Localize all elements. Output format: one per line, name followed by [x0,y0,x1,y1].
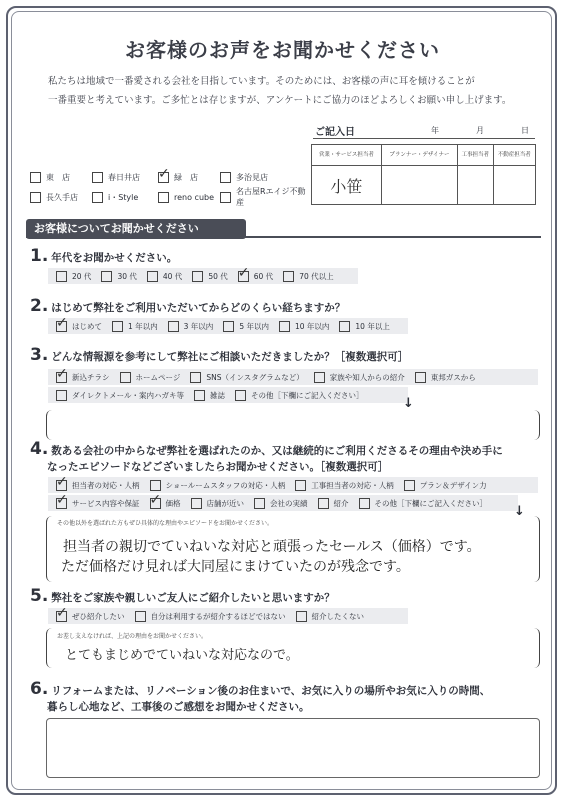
checkbox[interactable] [56,271,67,282]
checkbox[interactable] [30,192,41,203]
store-option[interactable] [158,170,198,184]
staff-table [311,144,536,205]
arrow-down-icon: ↓ [403,396,414,411]
option-label: サービス内容や保証 [72,498,140,508]
option-label: 会社の実績 [270,498,308,508]
q6-text-1: リフォームまたは、リノベーション後のお住まいで、お気に入りの場所やお気に入りの時間、 [51,685,491,697]
entry-date-day: 日 [521,126,529,135]
q1-number: 1. [30,246,49,266]
checkbox[interactable] [404,480,415,491]
option-label: 新込チラシ [72,372,110,382]
staff-header-sales: 営業・サービス担当者 [312,145,382,166]
q2-option[interactable] [223,321,269,332]
store-label: i・Style [108,192,139,202]
checkbox[interactable] [190,372,201,383]
checkbox[interactable] [150,498,161,509]
q1-options [48,268,358,284]
q5-option[interactable] [135,611,286,622]
checkbox[interactable] [56,321,67,332]
q5-note: お差し支えなければ、上記の理由をお聞かせください。 [57,633,208,640]
option-label: 3 年以内 [183,321,214,331]
q1-option[interactable] [147,271,182,282]
checkbox[interactable] [235,390,246,401]
store-label: 東 店 [46,172,70,182]
checkbox[interactable] [296,611,307,622]
q4-answer-line-1: 担当者の親切でていねいな対応と頑張ったセールス（価格）です。 [63,539,481,555]
checkbox[interactable] [192,271,203,282]
q6-number: 6. [30,679,49,699]
checkbox[interactable] [223,321,234,332]
checkbox[interactable] [158,172,169,183]
option-label: 50 代 [208,271,228,281]
option-label: 紹介 [333,498,349,508]
q1-option[interactable] [238,271,273,282]
q3-heading [30,345,408,365]
option-label: ショールームスタッフの対応・人柄 [165,480,286,490]
q5-free-text[interactable] [46,628,540,668]
checkbox[interactable] [92,192,103,203]
q4-note: その他以外を選ばれた方もぜひ具体的な理由やエピソードをお聞かせください。 [57,520,274,527]
q4-option[interactable] [150,498,181,509]
checkbox[interactable] [56,498,67,509]
checkbox[interactable] [150,480,161,491]
checkbox[interactable] [92,172,103,183]
entry-date-label: ご記入日 [315,127,355,138]
option-label: 自分は利用するが紹介するほどではない [150,611,286,621]
q1-option[interactable] [192,271,227,282]
option-label: SNS（インスタグラムなど） [206,372,304,382]
intro-text [48,72,528,110]
q4-free-text[interactable] [46,516,540,582]
checkbox[interactable] [191,498,202,509]
checkbox[interactable] [295,480,306,491]
intro-line-1: 私たちは地域で一番愛される会社を目指しています。そのためには、お客様の声に耳を傾けることが [48,76,475,87]
q1-option[interactable] [283,271,333,282]
q4-option[interactable] [56,498,140,509]
q3-option[interactable] [56,390,184,401]
option-label: 1 年以内 [128,321,158,331]
store-option[interactable] [220,170,268,184]
option-label: ぜひ紹介したい [72,611,125,621]
checkbox[interactable] [101,271,112,282]
q4-option[interactable] [295,480,394,491]
q3-option[interactable] [415,372,476,383]
checkbox[interactable] [135,611,146,622]
checkbox[interactable] [415,372,426,383]
checkbox[interactable] [56,611,67,622]
option-label: 10 年以内 [294,321,330,331]
staff-planner-value[interactable] [381,166,457,205]
q5-text: 弊社をご家族や親しいご友人にご紹介したいと思いますか？ [51,592,335,604]
option-label: プラン＆デザイン力 [419,480,487,490]
page-title: お客様のお声をお聞かせください [125,38,440,62]
checkbox[interactable] [56,372,67,383]
staff-construction-value[interactable] [458,166,494,205]
q4-option[interactable] [56,480,140,491]
option-label: 40 代 [162,271,183,281]
checkbox[interactable] [238,271,249,282]
option-label: 価格 [165,498,181,508]
option-label: ホームページ [135,372,181,382]
q3-options-row1 [48,369,538,385]
checkbox[interactable] [168,321,179,332]
q6-free-text[interactable] [46,718,540,778]
option-label: 20 代 [72,271,92,281]
checkbox[interactable] [220,172,231,183]
q4-option[interactable] [254,498,308,509]
q4-option[interactable] [191,498,245,509]
option-label: 雑誌 [209,390,225,400]
q2-option[interactable] [279,321,329,332]
store-option[interactable] [158,190,214,204]
section-title: お客様についてお聞かせください [26,219,246,239]
section-divider [26,236,541,238]
staff-header-realestate: 不動産担当者 [493,145,535,166]
checkbox[interactable] [279,321,290,332]
checkbox[interactable] [283,271,294,282]
q4-option[interactable] [150,480,286,491]
checkbox[interactable] [30,172,41,183]
staff-header-construction: 工事担当者 [458,145,494,166]
q2-text: はじめて弊社をご利用いただいてからどのくらい経ちますか？ [51,302,346,314]
staff-realestate-value[interactable] [493,166,535,205]
store-option[interactable] [30,170,70,184]
entry-date-row[interactable] [313,121,535,139]
option-label: 10 年以上 [355,321,390,331]
checkbox[interactable] [314,372,325,383]
q5-number: 5. [30,586,49,606]
q3-option[interactable] [120,372,181,383]
option-label: 30 代 [117,271,137,281]
option-label: 担当者の対応・人柄 [72,480,140,490]
staff-header-planner: プランナー・デザイナー [381,145,457,166]
q2-options [48,318,408,334]
q4-text-1: 数ある会社の中からなぜ弊社を選ばれたのか、又は継続的にご利用くださるその理由や決め手に [51,445,503,457]
intro-line-2: 一番重要と考えています。ご多忙とは存じますが、アンケートにご協力のほどよろしくお願い申し上げます。 [48,95,512,106]
checkbox[interactable] [339,321,350,332]
q5-answer: とてもまじめでていねいな対応なので。 [65,648,299,663]
checkbox[interactable] [147,271,158,282]
q4-option[interactable] [359,498,488,509]
entry-date-year: 年 [431,126,439,135]
q2-option[interactable] [339,321,389,332]
q3-option[interactable] [190,372,303,383]
arrow-down-icon: ↓ [514,504,525,519]
store-label: reno cube [174,192,215,202]
q5-option[interactable] [296,611,365,622]
q3-text: どんな情報源を参考にして弊社にご相談いただきましたか？［複数選択可］ [51,351,409,363]
option-label: はじめて [72,321,102,331]
checkbox[interactable] [56,480,67,491]
entry-date-month: 月 [476,126,484,135]
option-label: 紹介したくない [311,611,364,621]
checkbox[interactable] [120,372,131,383]
option-label: 東邦ガスから [430,372,476,382]
q4-options-row1 [48,477,538,493]
option-label: その他［下欄にご記入ください］ [250,390,364,400]
q4-option[interactable] [404,480,487,491]
checkbox[interactable] [318,498,329,509]
checkbox[interactable] [220,192,231,203]
q4-heading [30,441,503,475]
q3-free-text[interactable] [46,410,540,440]
q2-heading [30,296,345,316]
q5-option[interactable] [56,611,125,622]
store-label: 緑 店 [174,172,198,182]
entry-date-underline [313,138,535,139]
q4-options-row2 [48,495,518,511]
q3-option[interactable] [56,372,110,383]
q2-option[interactable] [168,321,214,332]
store-label: 名古屋Rエイジ不動産 [236,187,306,207]
option-label: その他［下欄にご記入ください］ [374,498,487,508]
q1-text: 年代をお聞かせください。 [51,252,178,264]
option-label: 5 年以内 [239,321,269,331]
q1-option[interactable] [56,271,91,282]
q2-option[interactable] [112,321,158,332]
q3-option[interactable] [194,390,225,401]
q3-option[interactable] [314,372,405,383]
store-option[interactable] [30,190,78,204]
q3-number: 3. [30,345,49,365]
store-option[interactable] [220,187,310,207]
store-label: 春日井店 [108,172,140,182]
store-checkboxes [30,170,310,206]
q2-number: 2. [30,296,49,316]
checkbox[interactable] [254,498,265,509]
q4-answer-line-2: ただ価格だけ見れば大同屋にまけていたのが残念です。 [61,559,410,575]
store-label: 多治見店 [236,172,268,182]
option-label: ダイレクトメール・案内ハガキ等 [72,390,184,400]
store-label: 長久手店 [46,192,78,202]
checkbox[interactable] [112,321,123,332]
option-label: 60 代 [253,271,274,281]
option-label: 工事担当者の対応・人柄 [311,480,394,490]
checkbox[interactable] [158,192,169,203]
store-option[interactable] [92,190,138,204]
staff-sales-value[interactable]: 小笹 [312,166,382,205]
q5-options [48,608,408,624]
q3-options-row2 [48,387,408,403]
q4-number: 4. [30,439,49,459]
option-label: 70 代以上 [299,271,334,281]
q2-option[interactable] [56,321,102,332]
q6-text-2: 暮らし心地など、工事後のご感想をお聞かせください。 [47,701,310,713]
checkbox[interactable] [56,390,67,401]
q4-text-2: なったエピソードなどございましたらお聞かせください。［複数選択可］ [47,461,389,473]
q4-option[interactable] [318,498,349,509]
store-option[interactable] [92,170,140,184]
q1-option[interactable] [101,271,136,282]
q1-heading [30,246,177,266]
checkbox[interactable] [194,390,205,401]
option-label: 店舗が近い [206,498,244,508]
checkbox[interactable] [359,498,370,509]
q6-heading [30,681,490,715]
q5-heading [30,586,335,606]
q3-option[interactable] [235,390,364,401]
option-label: 家族や知人からの紹介 [329,372,405,382]
